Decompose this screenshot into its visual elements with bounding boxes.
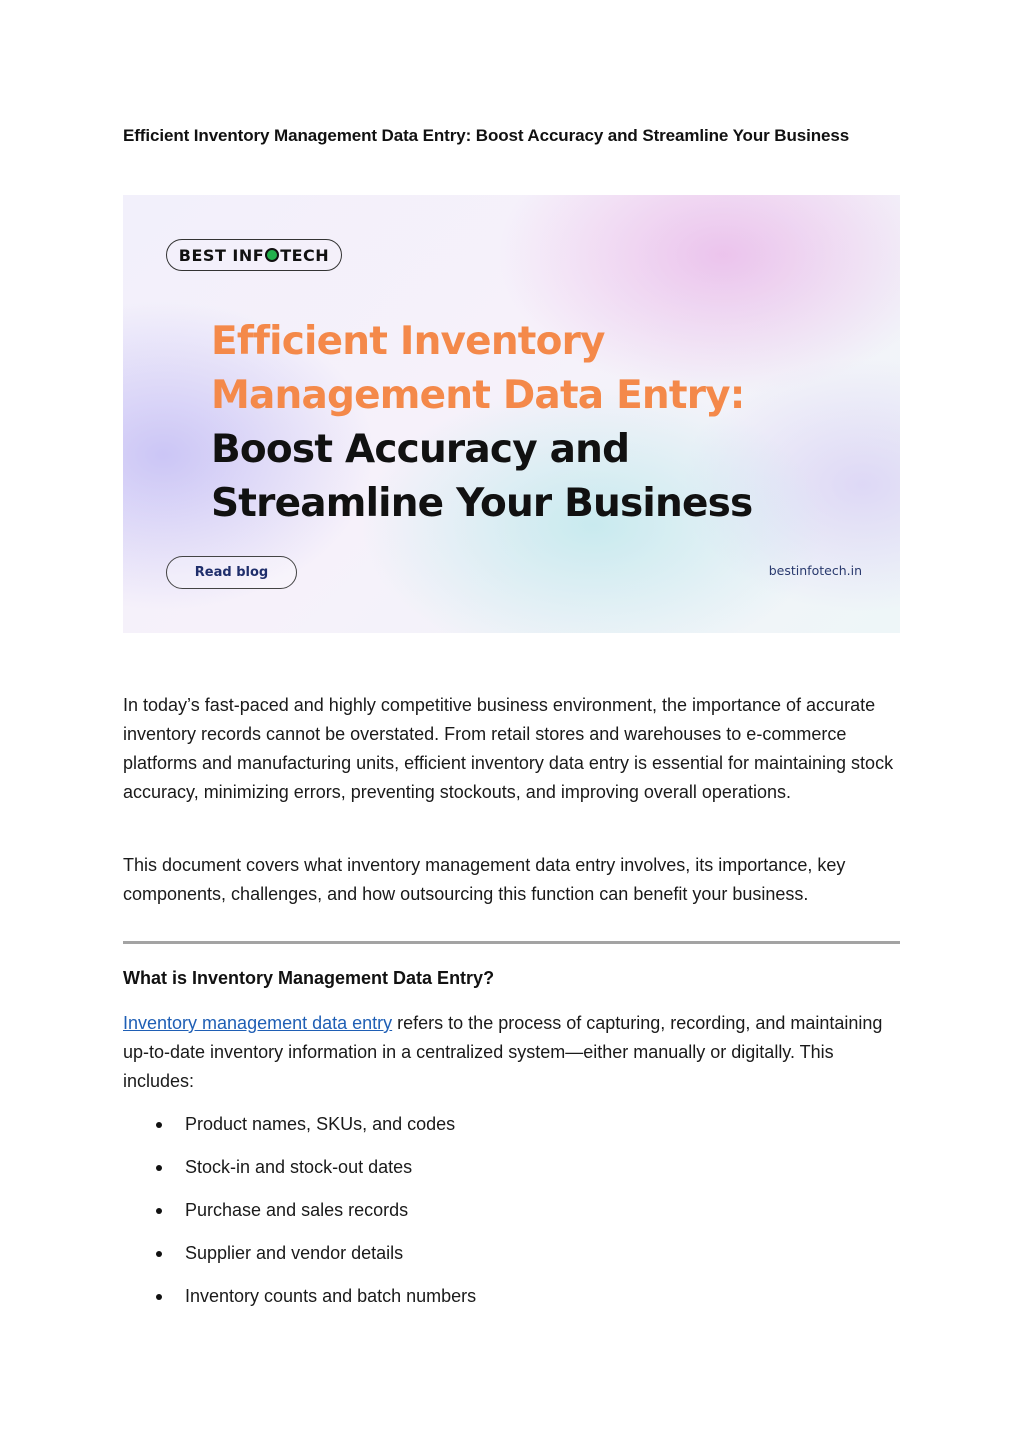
best-infotech-logo xyxy=(166,239,342,271)
bullet-icon xyxy=(156,1122,162,1128)
list-item-text: Stock-in and stock-out dates xyxy=(185,1157,413,1177)
logo-text-left: BEST INF xyxy=(178,245,265,265)
section-paragraph-text: refers to the process of capturing, recording, and maintaining up-to-date inventory information in a centralized system—either manually or digitally. This includes: xyxy=(123,1013,883,1091)
read-blog-button: Read blog xyxy=(166,556,297,589)
bullet-icon xyxy=(156,1251,162,1257)
section-paragraph xyxy=(123,1009,900,1096)
bullet-icon xyxy=(156,1294,162,1300)
hero-banner-image xyxy=(123,195,900,633)
inventory-data-entry-link[interactable]: Inventory management data entry xyxy=(123,1013,393,1033)
banner-heading-line2: Management Data Entry: xyxy=(211,373,745,418)
list-item xyxy=(123,1282,900,1325)
list-item-text: Purchase and sales records xyxy=(185,1200,409,1220)
section-heading-what-is: What is Inventory Management Data Entry? xyxy=(123,968,495,988)
logo-dot-icon xyxy=(265,248,279,262)
includes-bullet-list xyxy=(123,1110,900,1325)
banner-site-url: bestinfotech.in xyxy=(768,563,862,578)
banner-heading-line3: Boost Accuracy and xyxy=(211,427,630,472)
list-item xyxy=(123,1196,900,1239)
banner-heading-line4: Streamline Your Business xyxy=(211,481,753,526)
list-item-text: Inventory counts and batch numbers xyxy=(185,1286,477,1306)
intro-paragraph-1: In today’s fast-paced and highly competitive business environment, the importance of accurate inventory records cannot be overstated. From retail stores and warehouses to e-commerce platforms and manufacturing units, efficient inventory data entry is essential for maintaining stock accuracy, minimizing errors, preventing stockouts, and improving overall operations. xyxy=(123,695,894,802)
logo-text-right: TECH xyxy=(280,245,330,265)
banner-heading xyxy=(211,315,752,531)
document-title: Efficient Inventory Management Data Entry: Boost Accuracy and Streamline Your Business xyxy=(123,126,850,145)
list-item-text: Supplier and vendor details xyxy=(185,1243,404,1263)
banner-heading-line1: Efficient Inventory xyxy=(211,319,605,364)
list-item xyxy=(123,1153,900,1196)
intro-paragraph-2: This document covers what inventory management data entry involves, its importance, key components, challenges, and how outsourcing this function can benefit your business. xyxy=(123,855,846,904)
list-item-text: Product names, SKUs, and codes xyxy=(185,1114,456,1134)
horizontal-divider xyxy=(123,941,900,944)
bullet-icon xyxy=(156,1165,162,1171)
list-item xyxy=(123,1239,900,1282)
bullet-icon xyxy=(156,1208,162,1214)
list-item xyxy=(123,1110,900,1153)
